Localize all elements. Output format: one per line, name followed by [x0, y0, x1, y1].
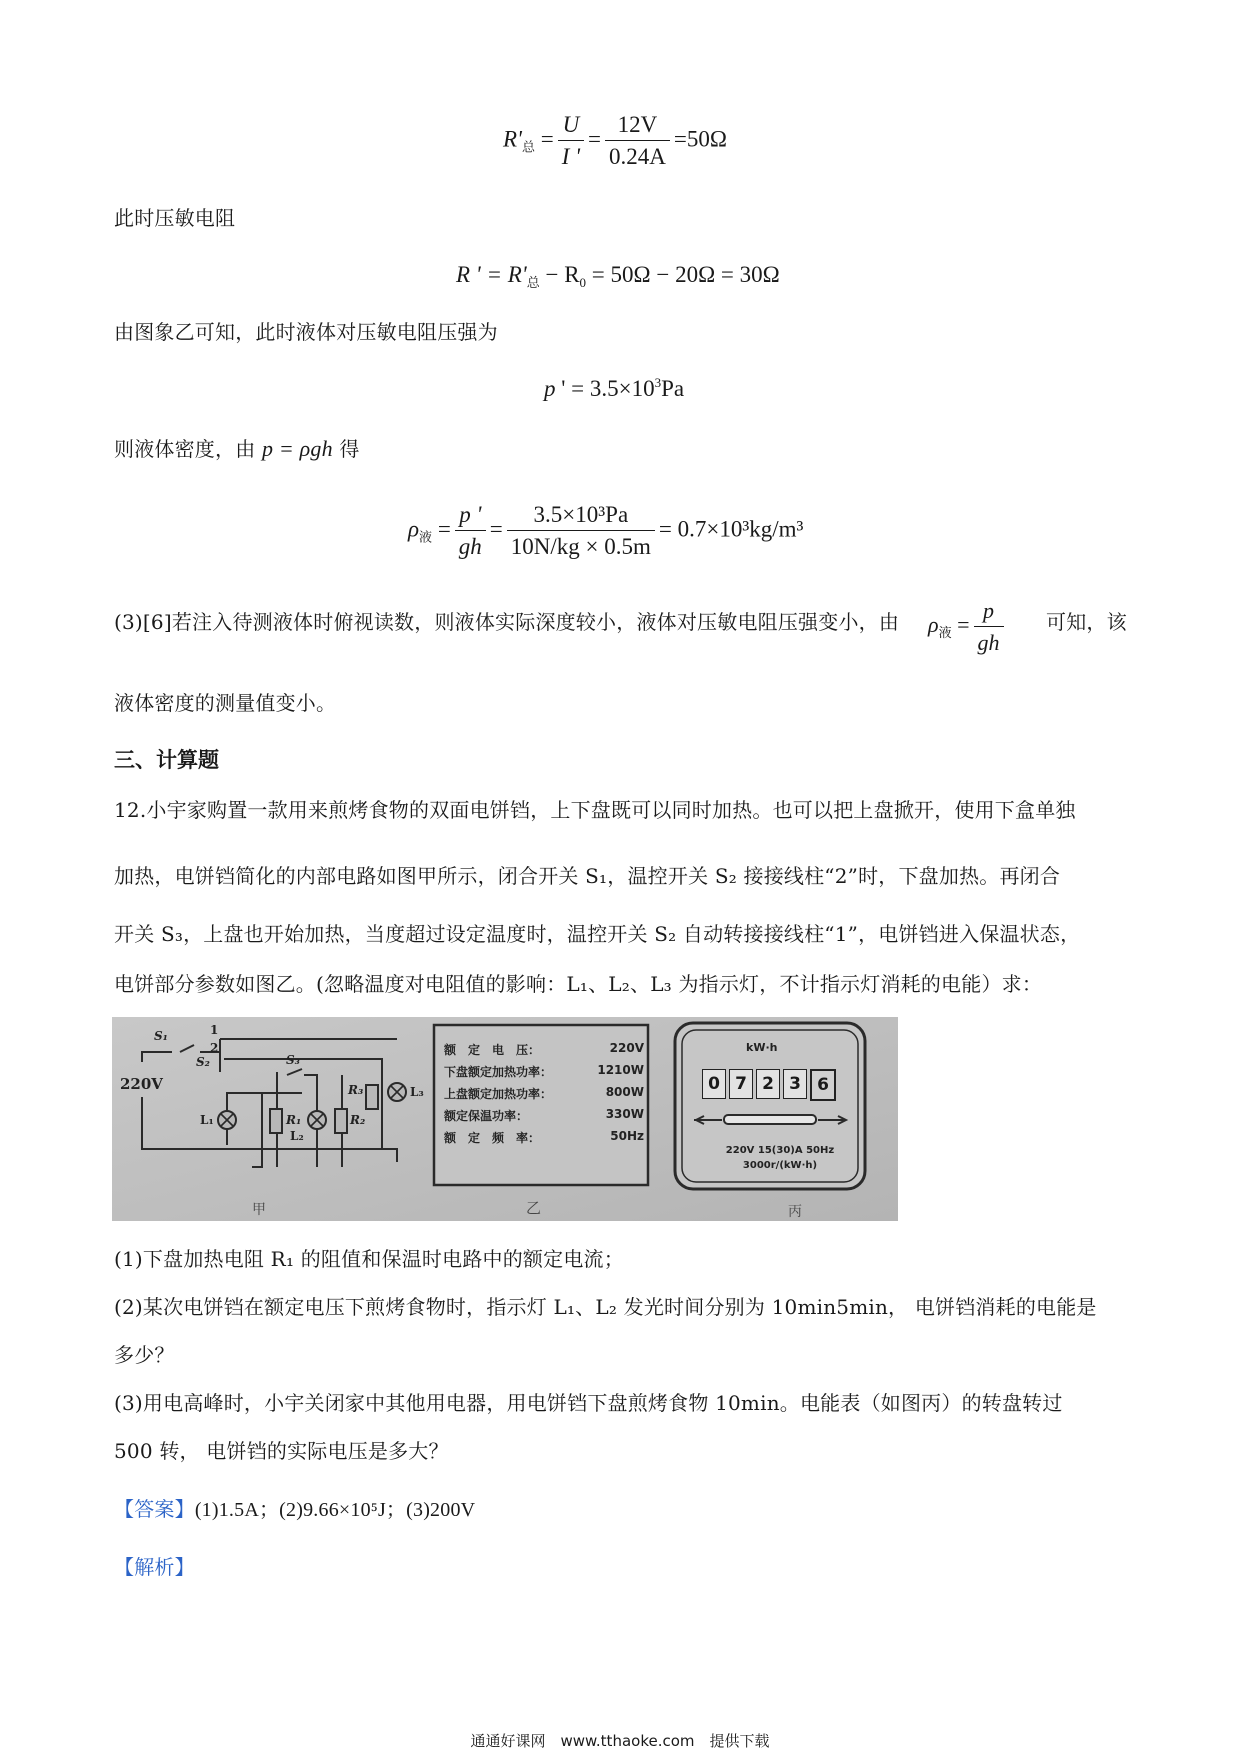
formula1-lhs-sub: 总	[521, 139, 535, 155]
formula4-result: = 0.7×10³kg/m³	[658, 516, 804, 542]
formula-liquid-density: $\rho_液$ = $\frac{p '}{gh}$ = $\frac{\text{3.5×10³Pa}}{10N/kg \times 0.5m}$ = 0.7×10³kg/m³	[408, 502, 804, 559]
text-density-intro	[114, 438, 360, 460]
label-terminal-2: 2	[210, 1041, 219, 1055]
meter-digit-decimal: 6	[810, 1069, 836, 1101]
spec-row	[444, 1085, 644, 1107]
figure-photo	[112, 1017, 898, 1221]
meter-rating: 220V 15(30)A 50Hz	[725, 1145, 835, 1156]
formula4-num1: p '	[455, 502, 486, 531]
formula4-den1: gh	[458, 534, 482, 559]
formula1-num2: 12V	[605, 112, 670, 141]
label-r1: R₁	[286, 1113, 302, 1127]
spec-value: 220V	[609, 1041, 644, 1055]
q12-line-3: 开关 S₃，上盘也开始加热，当度超过设定温度时，温控开关 S₂ 自动转接接线柱“1”，电饼铛进入保温状态，	[114, 922, 1081, 946]
caption-jia: 甲	[252, 1202, 266, 1218]
formula4-den2: 10N/kg × 0.5m	[510, 534, 651, 559]
section-heading: 三、计算题	[114, 748, 219, 772]
formula-total-resistance: $R'_总$ = $\frac{U}{I '}$ = $\frac{12V}{0.24A}$ =50Ω	[503, 112, 727, 169]
caption-bing: 丙	[788, 1204, 802, 1220]
formula1-lhs: R'	[503, 126, 522, 152]
answer-text: (1)1.5A；(2)9.66×10⁵J；(3)200V	[194, 1499, 476, 1521]
spec-value: 330W	[605, 1107, 644, 1121]
meter-digits	[702, 1069, 836, 1101]
para3-frac-sub: 液	[938, 625, 952, 641]
para3-inline-fraction: $\rho_液$ = $\frac{p}{gh}$	[928, 598, 1008, 656]
label-l2: L₂	[290, 1129, 304, 1143]
formula3-pre-visible: ' = 3.5×10	[555, 376, 655, 401]
label-voltage: 220V	[120, 1075, 163, 1093]
formula1-num1: U	[558, 112, 584, 141]
spec-row	[444, 1041, 644, 1063]
spec-rows	[444, 1041, 644, 1151]
spec-label: 额定保温功率：	[444, 1109, 529, 1123]
spec-value: 50Hz	[610, 1129, 644, 1143]
formula1-result: =50Ω	[673, 126, 727, 152]
q12-line-4: 电饼部分参数如图乙。(忽略温度对电阻值的影响：L₁、L₂、L₃ 为指示灯，不计指示灯消耗的电能）求：	[114, 972, 1043, 996]
caption-yi: 乙	[526, 1199, 542, 1217]
spec-label: 上盘额定加热功率：	[444, 1087, 553, 1101]
spec-row	[444, 1107, 644, 1129]
density-de: 得	[339, 437, 360, 461]
q12-line-1: 12.小宇家购置一款用来煎烤食物的双面电饼铛，上下盘既可以同时加热。也可以把上盘掀开，使用下盒单独	[114, 798, 1076, 822]
sub-question-3: (3)用电高峰时，小宇关闭家中其他用电器，用电饼铛下盘煎烤食物 10min。电能表（如图丙）的转盘转过	[114, 1391, 1063, 1415]
spec-label: 额 定 电 压：	[444, 1043, 541, 1057]
label-s3: S₃	[286, 1053, 300, 1067]
formula2-rest: − R	[539, 262, 580, 287]
sub-question-2-cont: 多少？	[114, 1343, 175, 1367]
para3-part2: 可知，该	[1046, 610, 1127, 634]
formula1-den1: I '	[561, 144, 581, 169]
label-s2: S₂	[196, 1055, 210, 1069]
label-l1: L₁	[200, 1113, 214, 1127]
para3-line1	[114, 612, 899, 632]
meter-digit: 0	[702, 1069, 726, 1099]
formula2-sub1: 总	[526, 275, 540, 290]
spec-row	[444, 1129, 644, 1151]
formula2-lhs: R ' = R'	[456, 262, 527, 287]
spec-label: 下盘额定加热功率：	[444, 1065, 553, 1079]
formula2-sub2: 0	[579, 275, 587, 290]
footer: 通通好课网 www.tthaoke.com 提供下载	[470, 1732, 770, 1750]
analysis-label: 【解析】	[114, 1555, 195, 1579]
spec-value: 1210W	[597, 1063, 644, 1077]
para3-frac-lhs: ρ	[928, 612, 939, 638]
text-pressure-resistor: 此时压敏电阻	[114, 206, 236, 230]
text-from-graph: 由图象乙可知，此时液体对压敏电阻压强为	[114, 320, 498, 344]
para3-frac-den: gh	[977, 630, 1000, 655]
answer-label: 【答案】	[114, 1497, 195, 1521]
formula4-lhs-sub: 液	[419, 529, 433, 545]
meter-digit: 3	[783, 1069, 807, 1099]
para3-frac-num: p	[974, 598, 1004, 627]
answer-line	[114, 1499, 475, 1520]
formula-pressure-resistance	[456, 262, 780, 291]
meter-digit: 7	[729, 1069, 753, 1099]
formula4-lhs: ρ	[408, 516, 420, 542]
q12-line-2: 加热，电饼铛简化的内部电路如图甲所示，闭合开关 S₁，温控开关 S₂ 接接线柱“2”时，下盘加热。再闭合	[114, 864, 1061, 888]
para3-line2: 液体密度的测量值变小。	[114, 691, 337, 715]
meter-unit: kW·h	[746, 1041, 778, 1054]
formula3-post: Pa	[661, 376, 685, 401]
label-l3: L₃	[410, 1085, 424, 1099]
formula3-sup: 3	[654, 375, 662, 390]
sub-question-2: (2)某次电饼铛在额定电压下煎烤食物时，指示灯 L₁、L₂ 发光时间分别为 10min5min， 电饼铛消耗的电能是	[114, 1295, 1097, 1319]
spec-row	[444, 1063, 644, 1085]
sub-question-3-cont: 500 转， 电饼铛的实际电压是多大？	[114, 1439, 449, 1463]
formula4-num2: 3.5×10³Pa	[507, 502, 655, 531]
meter-constant: 3000r/(kW·h)	[742, 1160, 818, 1171]
formula1-den2: 0.24A	[609, 144, 666, 169]
label-s1: S₁	[154, 1029, 168, 1043]
spec-label: 额 定 频 率：	[444, 1131, 541, 1145]
density-intro-label: 则液体密度，由	[114, 437, 256, 461]
meter-digit: 2	[756, 1069, 780, 1099]
para3-part1: (3)[6]若注入待测液体时俯视读数，则液体实际深度较小，液体对压敏电阻压强变小，由	[114, 610, 900, 634]
label-terminal-1: 1	[210, 1023, 219, 1037]
formula-pressure: p ' = $3.5\times 10^3Pa$	[544, 375, 685, 401]
label-r3: R₃	[348, 1083, 364, 1097]
label-r2: R₂	[350, 1113, 366, 1127]
sub-question-1: (1)下盘加热电阻 R₁ 的阻值和保温时电路中的额定电流；	[114, 1247, 624, 1271]
spec-value: 800W	[605, 1085, 644, 1099]
density-formula: p = ρgh	[261, 436, 333, 461]
formula2-tail: = 50Ω − 20Ω = 30Ω	[586, 262, 780, 287]
